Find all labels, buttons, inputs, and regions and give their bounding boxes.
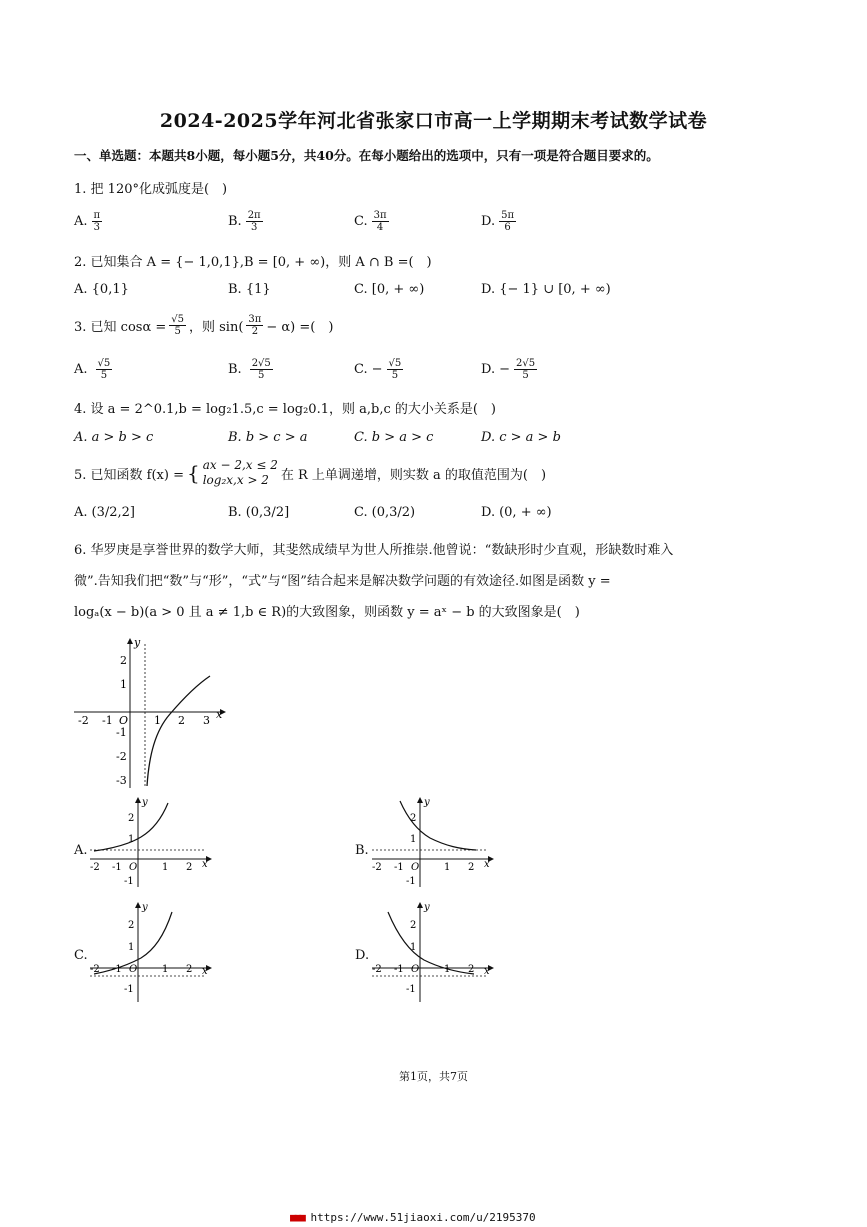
svg-text:-1: -1 xyxy=(112,964,122,975)
y-axis-arrow xyxy=(127,638,133,644)
q2-option-a[interactable]: A. {0,1} xyxy=(74,282,129,297)
origin-label: O xyxy=(119,714,129,727)
svg-text:-1: -1 xyxy=(124,876,134,887)
y-axis-label: y xyxy=(134,636,141,649)
question-4-options xyxy=(74,430,634,456)
svg-text:-1: -1 xyxy=(406,876,416,887)
q6-line-3: logₐ(x − b)(a > 0 且 a ≠ 1,b ∈ R)的大致图象，则函数 y = aˣ − b 的大致图象是( ) xyxy=(74,605,580,620)
q1-option-a[interactable]: A. $\frac{\pi}{3}$ xyxy=(74,210,101,233)
q3-option-d[interactable]: D. − $\frac{2√5}{5}$ xyxy=(481,358,536,381)
question-1-options xyxy=(74,210,634,236)
q4-option-b[interactable]: B. b > c > a xyxy=(228,430,308,445)
q3-option-c[interactable]: C. − $\frac{√5}{5}$ xyxy=(354,358,402,381)
q5-option-a[interactable]: A. (3/2,2] xyxy=(74,505,135,520)
y-tick: 1 xyxy=(120,678,127,691)
q6-line-2: 微”.告知我们把“数”与“形”，“式”与“图”结合起来是解决数学问题的有效途径.如图是函数 y = xyxy=(74,574,611,589)
question-1-stem: 1. 把 120°化成弧度是( ) xyxy=(74,182,228,197)
svg-text:O: O xyxy=(411,964,420,975)
svg-text:2: 2 xyxy=(128,813,135,824)
q6-option-d-graph[interactable] xyxy=(368,900,498,1005)
svg-text:y: y xyxy=(424,797,430,808)
svg-text:-1: -1 xyxy=(394,964,404,975)
svg-text:y: y xyxy=(142,797,148,808)
question-4-stem: 4. 设 a = 2^0.1,b = log₂1.5,c = log₂0.1，则 a,b,c 的大小关系是( ) xyxy=(74,402,497,417)
svg-text:1: 1 xyxy=(444,862,451,873)
q6-option-b-label[interactable]: B. xyxy=(355,843,369,858)
svg-text:1: 1 xyxy=(410,834,417,845)
svg-text:-2: -2 xyxy=(372,964,382,975)
question-5-options xyxy=(74,505,634,531)
svg-text:x: x xyxy=(484,966,490,977)
q4-option-d[interactable]: D. c > a > b xyxy=(481,430,561,445)
svg-text:x: x xyxy=(484,859,490,870)
question-5-stem: 5. 已知函数 f(x) = { ax − 2,x ≤ 2 log₂x,x > 2 在 R 上单调递增，则实数 a 的取值范围为( ) xyxy=(74,458,547,487)
svg-text:2: 2 xyxy=(410,813,417,824)
page-footer: 第1页，共7页 xyxy=(399,1070,468,1083)
svg-text:-1: -1 xyxy=(124,984,134,995)
piece-1: ax − 2,x ≤ 2 xyxy=(202,458,278,472)
q1-option-d[interactable]: D. $\frac{5\pi}{6}$ xyxy=(481,210,515,233)
question-2-options xyxy=(74,282,634,308)
svg-text:2: 2 xyxy=(186,862,193,873)
q6-option-a-label[interactable]: A. xyxy=(74,843,88,858)
svg-text:-2: -2 xyxy=(372,862,382,873)
page-title: 2024-2025学年河北省张家口市高一上学期期末考试数学试卷 xyxy=(159,110,708,132)
x-tick: -2 xyxy=(78,714,89,727)
svg-text:-1: -1 xyxy=(406,984,416,995)
question-6-stem xyxy=(74,535,724,628)
piece-2: log₂x,x > 2 xyxy=(202,473,269,487)
q5-option-d[interactable]: D. (0, + ∞) xyxy=(481,505,552,520)
x-tick: 1 xyxy=(154,714,161,727)
svg-text:1: 1 xyxy=(128,834,135,845)
q4-option-c[interactable]: C. b > a > c xyxy=(354,430,434,445)
log-curve xyxy=(147,676,210,786)
section-heading: 一、单选题：本题共8小题，每小题5分，共40分。在每小题给出的选项中，只有一项是符合题目要求的。 xyxy=(74,148,659,163)
svg-text:2: 2 xyxy=(410,920,417,931)
q5-option-b[interactable]: B. (0,3/2] xyxy=(228,505,290,520)
svg-text:O: O xyxy=(129,964,138,975)
y-tick: -3 xyxy=(116,774,127,787)
svg-text:y: y xyxy=(424,902,430,913)
svg-text:2: 2 xyxy=(468,862,475,873)
q6-option-b-graph[interactable] xyxy=(368,795,498,890)
svg-text:2: 2 xyxy=(468,964,475,975)
source-url-link[interactable]: https://www.51jiaoxi.com/u/2195370 xyxy=(310,1211,536,1224)
q6-line-1: 6. 华罗庚是享誉世界的数学大师，其斐然成绩早为世人所推崇.他曾说：“数缺形时少直观，形缺数时难入 xyxy=(74,543,674,558)
svg-text:2: 2 xyxy=(186,964,193,975)
svg-text:1: 1 xyxy=(410,942,417,953)
svg-text:O: O xyxy=(411,862,420,873)
url-mark: ■■■ xyxy=(290,1211,304,1224)
q4-option-a[interactable]: A. a > b > c xyxy=(74,430,154,445)
main-log-graph xyxy=(70,636,230,791)
svg-text:-1: -1 xyxy=(394,862,404,873)
svg-text:O: O xyxy=(129,862,138,873)
svg-text:x: x xyxy=(202,859,208,870)
svg-text:y: y xyxy=(142,902,148,913)
q1-option-c[interactable]: C. $\frac{3\pi}{4}$ xyxy=(354,210,387,233)
q2-option-d[interactable]: D. {− 1} ∪ [0, + ∞) xyxy=(481,282,611,297)
x-axis-label: x xyxy=(216,708,223,721)
svg-text:2: 2 xyxy=(128,920,135,931)
svg-text:1: 1 xyxy=(128,942,135,953)
question-3-stem: 3. 已知 cosα = $\frac{√5}{5}$ ，则 sin( $\frac{3\pi}{2}$ − α) =( ) xyxy=(74,314,334,337)
svg-text:1: 1 xyxy=(444,964,451,975)
y-tick: -1 xyxy=(116,726,127,739)
x-tick: -1 xyxy=(102,714,113,727)
svg-text:1: 1 xyxy=(162,964,169,975)
svg-text:1: 1 xyxy=(162,862,169,873)
x-tick: 3 xyxy=(203,714,210,727)
q1-option-b[interactable]: B. $\frac{2\pi}{3}$ xyxy=(228,210,261,233)
q6-option-c-label[interactable]: C. xyxy=(74,948,88,963)
y-tick: 2 xyxy=(120,654,127,667)
q5-option-c[interactable]: C. (0,3/2) xyxy=(354,505,416,520)
svg-text:-2: -2 xyxy=(90,964,100,975)
question-2-stem: 2. 已知集合 A = {− 1,0,1},B = [0, + ∞)，则 A ∩ B =( ) xyxy=(74,255,432,270)
x-tick: 2 xyxy=(178,714,185,727)
y-tick: -2 xyxy=(116,750,127,763)
svg-text:-1: -1 xyxy=(112,862,122,873)
q3-option-b[interactable]: B. $\frac{2√5}{5}$ xyxy=(228,358,271,381)
q3-option-a[interactable]: A. $\frac{√5}{5}$ xyxy=(74,358,111,381)
svg-text:-2: -2 xyxy=(90,862,100,873)
question-3-options xyxy=(74,358,634,384)
q6-option-d-label[interactable]: D. xyxy=(355,948,370,963)
q2-option-b[interactable]: B. {1} xyxy=(228,282,271,297)
q6-option-c-graph[interactable] xyxy=(86,900,216,1005)
q6-option-a-graph[interactable] xyxy=(86,795,216,890)
source-url-bar xyxy=(290,1211,536,1224)
q2-option-c[interactable]: C. [0, + ∞) xyxy=(354,282,425,297)
svg-text:x: x xyxy=(202,966,208,977)
